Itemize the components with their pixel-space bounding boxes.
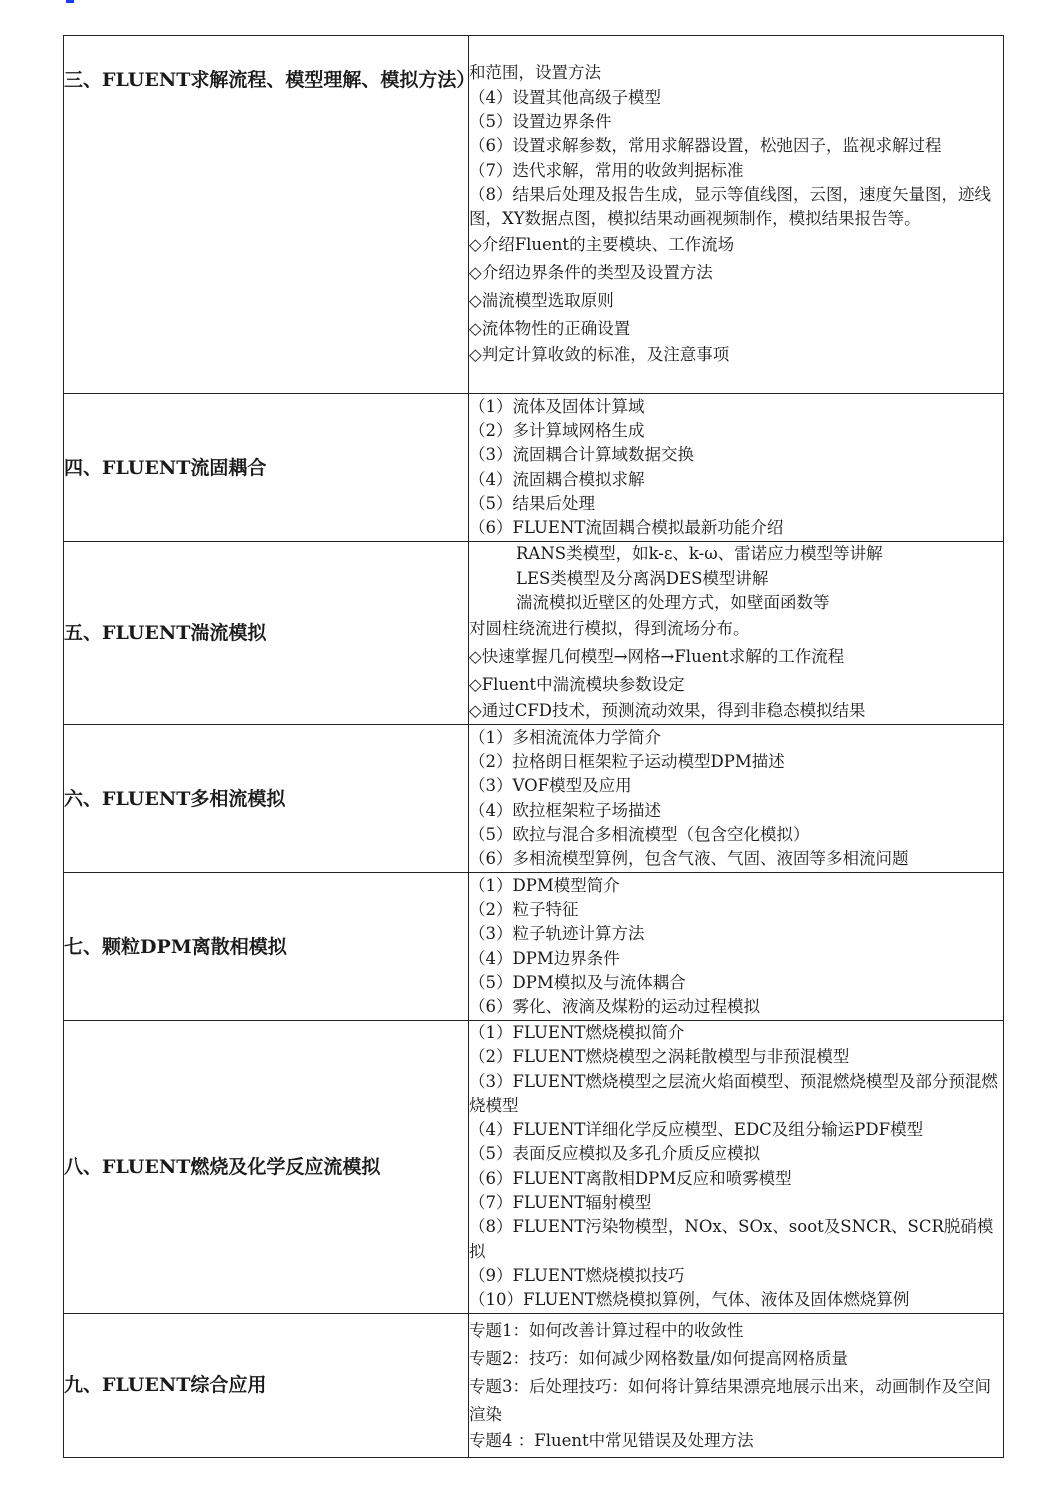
content-line: 和范围，设置方法	[469, 63, 601, 83]
content-line: （1）FLUENT燃烧模拟简介	[469, 1023, 685, 1042]
page-corner-mark	[66, 0, 74, 3]
table-row	[64, 725, 1004, 873]
topic-content	[469, 1313, 1004, 1457]
content-line: （1）流体及固体计算域	[469, 396, 645, 416]
content-line: （6）雾化、液滴及煤粉的运动过程模拟	[469, 997, 760, 1017]
content-line: （8）结果后处理及报告生成，显示等值线图，云图，速度矢量图，迹线图，XY数据点图，模拟结果动画视频制作，模拟结果报告等。	[469, 184, 991, 229]
content-line: ◇流体物性的正确设置	[469, 319, 631, 339]
content-line: RANS类模型，如k-ε、k-ω、雷诺应力模型等讲解	[516, 544, 883, 564]
content-line: ◇判定计算收敛的标准，及注意事项	[469, 345, 730, 365]
content-line: 专题4 ：Fluent中常见错误及处理方法	[469, 1430, 754, 1450]
content-line: ◇介绍Fluent的主要模块、工作流场	[469, 235, 735, 255]
table-row	[64, 1021, 1004, 1314]
topic-title: 八、FLUENT燃烧及化学反应流模拟	[64, 1021, 469, 1314]
content-line: （3）FLUENT燃烧模型之层流火焰面模型、预混燃烧模型及部分预混燃烧模型	[469, 1071, 998, 1115]
content-line: （6）FLUENT流固耦合模拟最新功能介绍	[469, 518, 784, 538]
content-line: （8）FLUENT污染物模型，NOx、SOx、soot及SNCR、SCR脱硝模拟	[469, 1217, 994, 1261]
topic-title: 三、FLUENT求解流程、模型理解、模拟方法）	[64, 36, 469, 394]
content-line: （7）迭代求解，常用的收敛判据标准	[469, 160, 744, 180]
content-line: ◇湍流模型选取原则	[469, 291, 614, 311]
content-line: （1）DPM模型简介	[469, 875, 620, 895]
topic-title: 五、FLUENT湍流模拟	[64, 542, 469, 725]
content-line: （4）DPM边界条件	[469, 948, 620, 968]
content-line: ◇Fluent中湍流模块参数设定	[469, 675, 685, 695]
content-line: 对圆柱绕流进行模拟，得到流场分布。	[469, 619, 750, 639]
table-row	[64, 36, 1004, 394]
topic-title: 七、颗粒DPM离散相模拟	[64, 873, 469, 1021]
content-line: （3）VOF模型及应用	[469, 776, 632, 796]
content-line: ◇介绍边界条件的类型及设置方法	[469, 263, 713, 283]
topic-title: 九、FLUENT综合应用	[64, 1313, 469, 1457]
content-line: （4）FLUENT详细化学反应模型、EDC及组分输运PDF模型	[469, 1120, 924, 1140]
content-line: （9）FLUENT燃烧模拟技巧	[469, 1265, 685, 1285]
content-line: （5）欧拉与混合多相流模型（包含空化模拟）	[469, 824, 810, 844]
content-line: （2）多计算域网格生成	[469, 420, 645, 440]
content-line: （6）多相流模型算例，包含气液、气固、液固等多相流问题	[469, 849, 909, 869]
content-line: （3）流固耦合计算域数据交换	[469, 445, 694, 465]
content-line: （2）FLUENT燃烧模型之涡耗散模型与非预混模型	[469, 1047, 850, 1067]
content-line: （7）FLUENT辐射模型	[469, 1193, 652, 1213]
content-line: 专题2：技巧：如何减少网格数量/如何提高网格质量	[469, 1348, 849, 1368]
content-line: （6）FLUENT离散相DPM反应和喷雾模型	[469, 1168, 792, 1188]
content-line: （5）结果后处理	[469, 493, 595, 513]
content-line: 专题1：如何改善计算过程中的收敛性	[469, 1320, 744, 1340]
table-row	[64, 873, 1004, 1021]
content-line: 湍流模拟近壁区的处理方式，如壁面函数等	[516, 593, 830, 612]
table-row	[64, 394, 1004, 542]
topic-content	[469, 1021, 1004, 1314]
content-line: （1）多相流流体力学简介	[469, 727, 661, 747]
content-line: （5）表面反应模拟及多孔介质反应模拟	[469, 1144, 760, 1164]
content-line: （2）拉格朗日框架粒子运动模型DPM描述	[469, 751, 785, 771]
topic-title: 六、FLUENT多相流模拟	[64, 725, 469, 873]
content-line: （5）设置边界条件	[469, 111, 612, 131]
content-line: ◇快速掌握几何模型→网格→Fluent求解的工作流程	[469, 647, 845, 667]
table-row	[64, 542, 1004, 725]
content-line: LES类模型及分离涡DES模型讲解	[516, 568, 769, 588]
content-line: ◇通过CFD技术，预测流动效果，得到非稳态模拟结果	[469, 701, 866, 721]
table-row	[64, 1313, 1004, 1457]
content-line: 专题3：后处理技巧：如何将计算结果漂亮地展示出来，动画制作及空间渲染	[469, 1376, 991, 1424]
content-line: （6）设置求解参数，常用求解器设置，松弛因子，监视求解过程	[469, 136, 942, 156]
content-line: （2）粒子特征	[469, 899, 579, 919]
topic-title: 四、FLUENT流固耦合	[64, 394, 469, 542]
content-line: （4）流固耦合模拟求解	[469, 469, 645, 489]
content-line: （5）DPM模拟及与流体耦合	[469, 972, 686, 992]
topic-content	[469, 725, 1004, 873]
topic-content	[469, 36, 1004, 394]
course-outline-table	[63, 35, 1004, 1458]
topic-content	[469, 873, 1004, 1021]
content-line: （3）粒子轨迹计算方法	[469, 924, 645, 944]
topic-content	[469, 542, 1004, 725]
topic-content	[469, 394, 1004, 542]
content-line: （4）设置其他高级子模型	[469, 87, 661, 107]
content-line: （10）FLUENT燃烧模拟算例，气体、液体及固体燃烧算例	[469, 1290, 910, 1310]
content-line: （4）欧拉框架粒子场描述	[469, 800, 661, 820]
